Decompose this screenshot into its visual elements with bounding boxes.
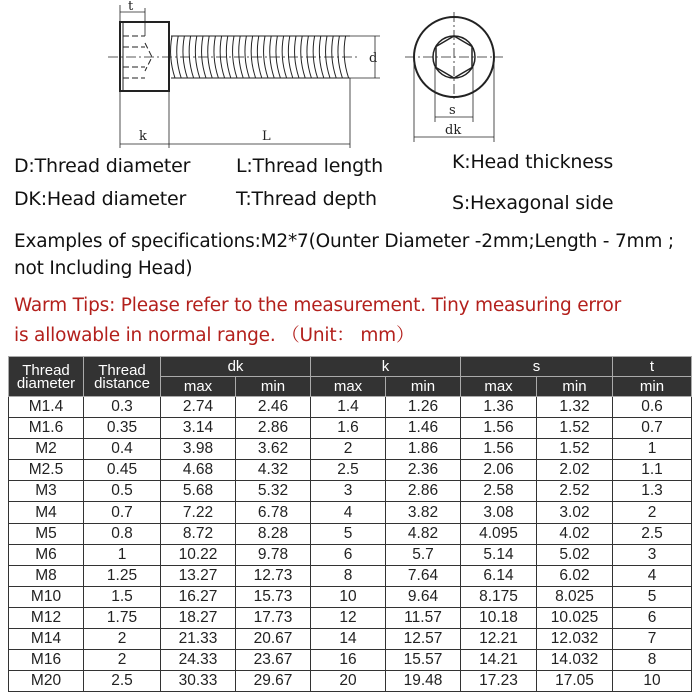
table-cell: M10 bbox=[9, 586, 84, 607]
table-cell: 4.32 bbox=[236, 460, 311, 481]
table-cell: 1.25 bbox=[84, 565, 161, 586]
t-label: t bbox=[128, 0, 134, 14]
table-cell: 4 bbox=[613, 565, 692, 586]
table-cell: 20.67 bbox=[236, 629, 311, 650]
table-cell: 2.5 bbox=[613, 523, 692, 544]
table-row bbox=[9, 523, 692, 544]
table-cell: 1.1 bbox=[613, 460, 692, 481]
table-cell: 4.82 bbox=[386, 523, 461, 544]
table-cell: 0.45 bbox=[84, 460, 161, 481]
table-cell: 2.5 bbox=[311, 460, 386, 481]
table-cell: 4 bbox=[311, 502, 386, 523]
table-cell: 23.67 bbox=[236, 650, 311, 671]
table-cell: M2 bbox=[9, 439, 84, 460]
table-cell: 0.5 bbox=[84, 481, 161, 502]
table-cell: 0.3 bbox=[84, 397, 161, 418]
table-cell: 0.8 bbox=[84, 523, 161, 544]
table-cell: 2 bbox=[311, 439, 386, 460]
header-dk: dk bbox=[161, 357, 311, 377]
warm-tips-line-1: Warm Tips: Please refer to the measurement. Tiny measuring error bbox=[14, 295, 622, 316]
table-cell: 3 bbox=[311, 481, 386, 502]
table-cell: 2 bbox=[84, 650, 161, 671]
header-s-max: max bbox=[461, 377, 537, 397]
table-cell: 2.36 bbox=[386, 460, 461, 481]
table-cell: 0.7 bbox=[613, 418, 692, 439]
table-row bbox=[9, 650, 692, 671]
legend-d: D:Thread diameter bbox=[14, 155, 191, 177]
table-cell: 2.5 bbox=[84, 671, 161, 692]
d-label: d bbox=[369, 51, 378, 66]
table-cell: 1.4 bbox=[311, 397, 386, 418]
table-cell: 12.032 bbox=[537, 629, 613, 650]
table-row bbox=[9, 502, 692, 523]
legend-s: S:Hexagonal side bbox=[452, 192, 614, 214]
header-k: k bbox=[311, 357, 461, 377]
table-cell: M1.6 bbox=[9, 418, 84, 439]
table-cell: 8 bbox=[613, 650, 692, 671]
table-cell: 1.52 bbox=[537, 418, 613, 439]
table-cell: 4.095 bbox=[461, 523, 537, 544]
table-cell: 18.27 bbox=[161, 607, 236, 628]
table-cell: 0.7 bbox=[84, 502, 161, 523]
table-cell: 1.6 bbox=[311, 418, 386, 439]
table-cell: 10.025 bbox=[537, 607, 613, 628]
table-cell: 16.27 bbox=[161, 586, 236, 607]
table-row bbox=[9, 481, 692, 502]
table-cell: 10.18 bbox=[461, 607, 537, 628]
table-cell: 6.02 bbox=[537, 565, 613, 586]
table-cell: 5.14 bbox=[461, 544, 537, 565]
table-cell: 5 bbox=[311, 523, 386, 544]
table-cell: 17.73 bbox=[236, 607, 311, 628]
table-row bbox=[9, 629, 692, 650]
table-cell: 12 bbox=[311, 607, 386, 628]
header-s: s bbox=[461, 357, 613, 377]
legend-dk: DK:Head diameter bbox=[14, 188, 187, 210]
table-cell: 29.67 bbox=[236, 671, 311, 692]
table-cell: 14.032 bbox=[537, 650, 613, 671]
table-cell: 0.35 bbox=[84, 418, 161, 439]
table-cell: 3.14 bbox=[161, 418, 236, 439]
table-cell: 8 bbox=[311, 565, 386, 586]
table-cell: 5.7 bbox=[386, 544, 461, 565]
screw-diagram bbox=[0, 0, 700, 150]
table-cell: 2.46 bbox=[236, 397, 311, 418]
table-cell: 2.52 bbox=[537, 481, 613, 502]
warm-tips-line-2: is allowable in normal range. （Unit： mm） bbox=[14, 325, 415, 346]
table-cell: 15.73 bbox=[236, 586, 311, 607]
table-cell: 3.98 bbox=[161, 439, 236, 460]
table-cell: 1.75 bbox=[84, 607, 161, 628]
table-cell: 0.4 bbox=[84, 439, 161, 460]
legend-k: K:Head thickness bbox=[452, 151, 614, 173]
screw-head bbox=[120, 22, 169, 91]
table-cell: 8.28 bbox=[236, 523, 311, 544]
table-cell: 2.02 bbox=[537, 460, 613, 481]
table-row bbox=[9, 418, 692, 439]
header-k-max: max bbox=[311, 377, 386, 397]
table-cell: 1.36 bbox=[461, 397, 537, 418]
table-cell: M8 bbox=[9, 565, 84, 586]
table-cell: 1.26 bbox=[386, 397, 461, 418]
table-cell: 19.48 bbox=[386, 671, 461, 692]
table-cell: 9.78 bbox=[236, 544, 311, 565]
s-label: s bbox=[449, 103, 456, 118]
examples-line-2: not Including Head) bbox=[14, 258, 193, 279]
table-cell: 1.32 bbox=[537, 397, 613, 418]
table-cell: 10 bbox=[311, 586, 386, 607]
table-cell: M3 bbox=[9, 481, 84, 502]
table-cell: 17.23 bbox=[461, 671, 537, 692]
table-cell: 13.27 bbox=[161, 565, 236, 586]
spec-table bbox=[8, 356, 692, 692]
table-row bbox=[9, 565, 692, 586]
table-cell: 2.58 bbox=[461, 481, 537, 502]
table-cell: 1.5 bbox=[84, 586, 161, 607]
table-cell: M5 bbox=[9, 523, 84, 544]
L-label: L bbox=[262, 129, 271, 144]
table-cell: 14 bbox=[311, 629, 386, 650]
table-cell: 20 bbox=[311, 671, 386, 692]
table-cell: M20 bbox=[9, 671, 84, 692]
table-cell: 1.86 bbox=[386, 439, 461, 460]
table-cell: 11.57 bbox=[386, 607, 461, 628]
table-cell: 12.73 bbox=[236, 565, 311, 586]
header-k-min: min bbox=[386, 377, 461, 397]
header-thread-distance: Thread distance bbox=[84, 357, 161, 397]
dk-label: dk bbox=[445, 123, 462, 138]
table-cell: 8.175 bbox=[461, 586, 537, 607]
table-cell: 2.86 bbox=[236, 418, 311, 439]
header-thread-diameter: Thread diameter bbox=[9, 357, 84, 397]
legend-t: T:Thread depth bbox=[236, 188, 377, 210]
table-row bbox=[9, 671, 692, 692]
table-cell: 7 bbox=[613, 629, 692, 650]
table-cell: 3.08 bbox=[461, 502, 537, 523]
header-dk-max: max bbox=[161, 377, 236, 397]
table-cell: 16 bbox=[311, 650, 386, 671]
table-row bbox=[9, 439, 692, 460]
table-cell: 1.56 bbox=[461, 439, 537, 460]
table-cell: 7.22 bbox=[161, 502, 236, 523]
table-cell: 30.33 bbox=[161, 671, 236, 692]
table-cell: 2.74 bbox=[161, 397, 236, 418]
table-cell: 1.56 bbox=[461, 418, 537, 439]
table-cell: 14.21 bbox=[461, 650, 537, 671]
table-cell: 1.46 bbox=[386, 418, 461, 439]
table-cell: 1.52 bbox=[537, 439, 613, 460]
table-cell: 17.05 bbox=[537, 671, 613, 692]
table-cell: 5.02 bbox=[537, 544, 613, 565]
table-cell: 6 bbox=[311, 544, 386, 565]
table-cell: 3.82 bbox=[386, 502, 461, 523]
table-cell: M16 bbox=[9, 650, 84, 671]
table-cell: 7.64 bbox=[386, 565, 461, 586]
table-cell: M4 bbox=[9, 502, 84, 523]
table-cell: 8.72 bbox=[161, 523, 236, 544]
table-cell: 24.33 bbox=[161, 650, 236, 671]
table-cell: 3.62 bbox=[236, 439, 311, 460]
table-cell: 9.64 bbox=[386, 586, 461, 607]
table-cell: 2.06 bbox=[461, 460, 537, 481]
table-cell: 5 bbox=[613, 586, 692, 607]
table-cell: 15.57 bbox=[386, 650, 461, 671]
legend-l: L:Thread length bbox=[236, 155, 384, 177]
table-cell: 10 bbox=[613, 671, 692, 692]
header-s-min: min bbox=[537, 377, 613, 397]
table-cell: 1 bbox=[613, 439, 692, 460]
table-cell: 8.025 bbox=[537, 586, 613, 607]
header-t-min: min bbox=[613, 377, 692, 397]
table-cell: 10.22 bbox=[161, 544, 236, 565]
table-row bbox=[9, 397, 692, 418]
table-row bbox=[9, 607, 692, 628]
table-cell: 12.57 bbox=[386, 629, 461, 650]
table-cell: M1.4 bbox=[9, 397, 84, 418]
table-cell: 1 bbox=[84, 544, 161, 565]
table-cell: 3.02 bbox=[537, 502, 613, 523]
table-cell: 2.86 bbox=[386, 481, 461, 502]
header-dk-min: min bbox=[236, 377, 311, 397]
table-cell: 5.32 bbox=[236, 481, 311, 502]
table-cell: M12 bbox=[9, 607, 84, 628]
table-cell: 2 bbox=[613, 502, 692, 523]
table-cell: 3 bbox=[613, 544, 692, 565]
table-cell: M6 bbox=[9, 544, 84, 565]
table-cell: 6.78 bbox=[236, 502, 311, 523]
table-cell: 6 bbox=[613, 607, 692, 628]
table-cell: 12.21 bbox=[461, 629, 537, 650]
table-cell: 1.3 bbox=[613, 481, 692, 502]
table-row bbox=[9, 544, 692, 565]
table-cell: M2.5 bbox=[9, 460, 84, 481]
table-cell: 0.6 bbox=[613, 397, 692, 418]
table-row bbox=[9, 460, 692, 481]
table-cell: 6.14 bbox=[461, 565, 537, 586]
examples-line-1: Examples of specifications:M2*7(Ounter Diameter -2mm;Length - 7mm ; bbox=[14, 231, 674, 252]
table-cell: 4.68 bbox=[161, 460, 236, 481]
table-row bbox=[9, 586, 692, 607]
header-t: t bbox=[613, 357, 692, 377]
k-label: k bbox=[139, 129, 147, 144]
table-cell: 2 bbox=[84, 629, 161, 650]
table-cell: 5.68 bbox=[161, 481, 236, 502]
table-cell: M14 bbox=[9, 629, 84, 650]
table-cell: 21.33 bbox=[161, 629, 236, 650]
table-cell: 4.02 bbox=[537, 523, 613, 544]
